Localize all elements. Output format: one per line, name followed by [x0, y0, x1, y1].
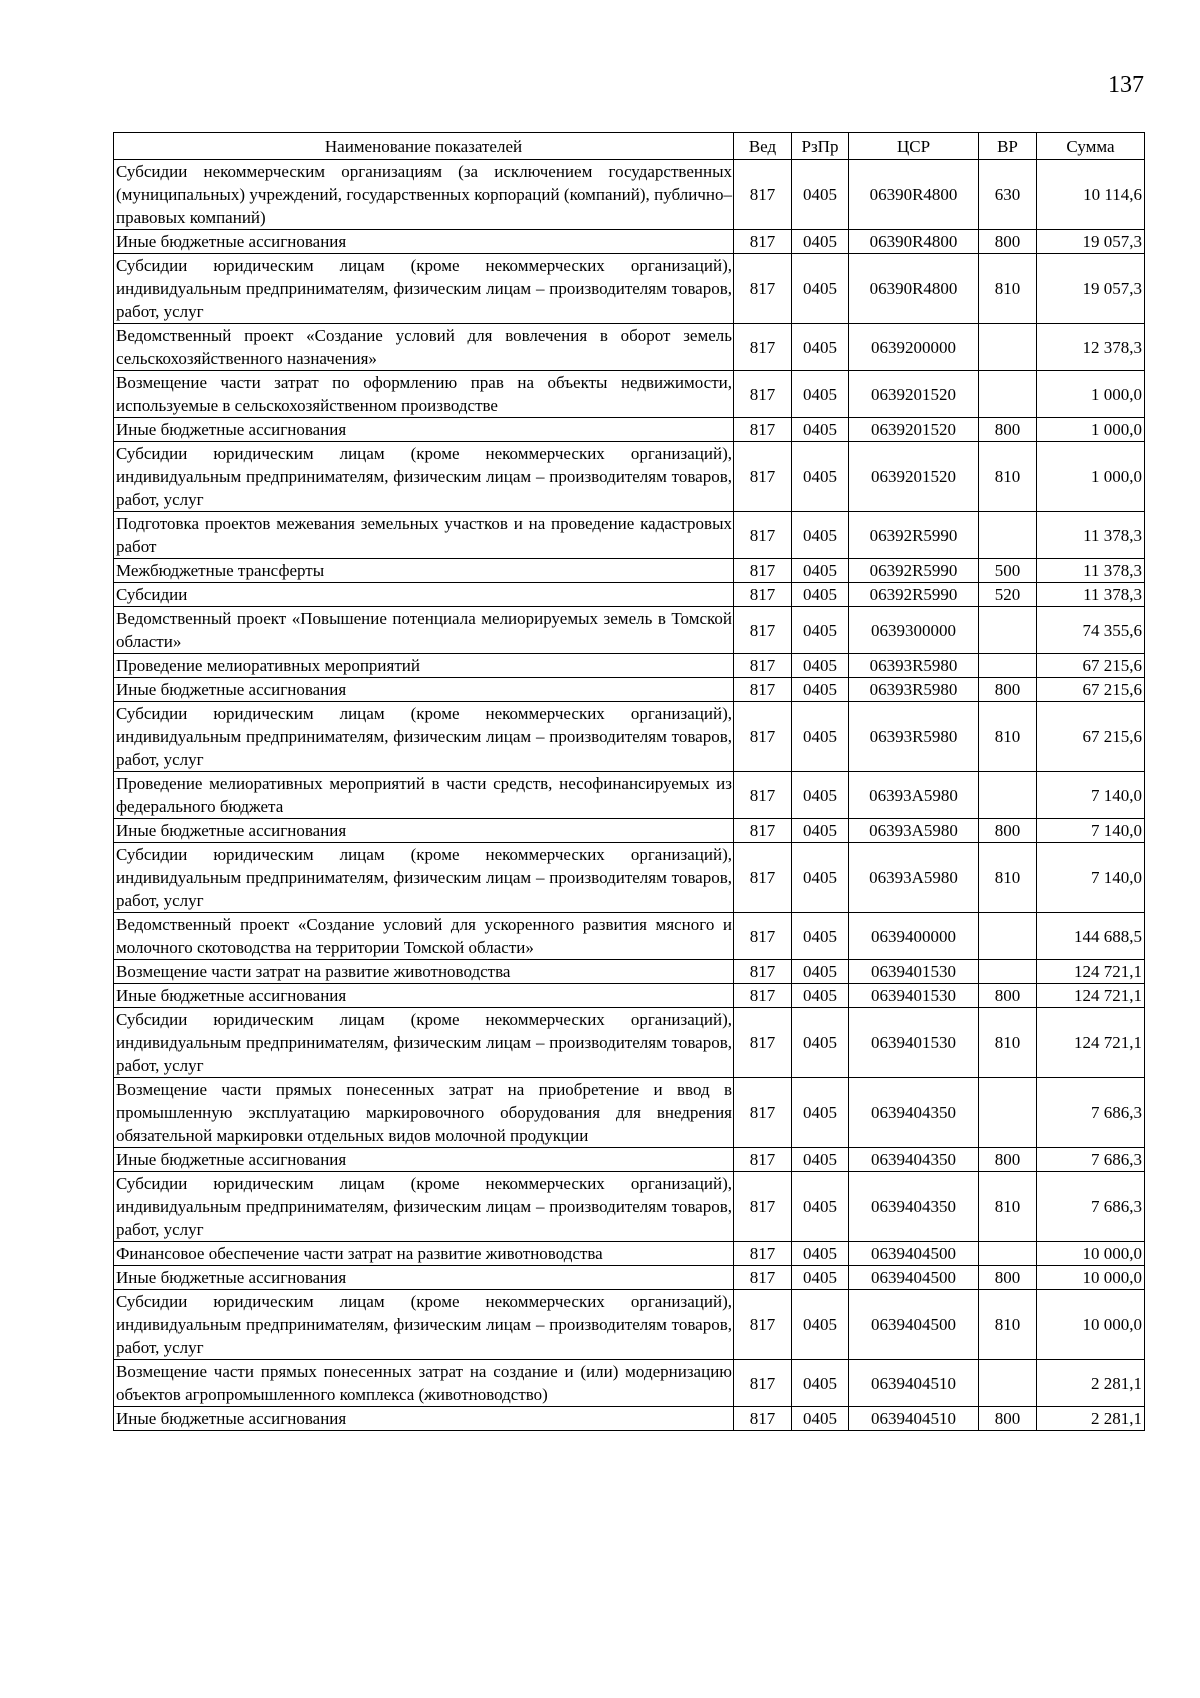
cell-rzpr: 0405	[792, 960, 849, 984]
cell-name: Проведение мелиоративных мероприятий	[114, 654, 734, 678]
cell-rzpr: 0405	[792, 678, 849, 702]
cell-name: Субсидии юридическим лицам (кроме некоммерческих организаций), индивидуальным предпринимателям, физическим лицам – производителям товаров, работ, услуг	[114, 1008, 734, 1078]
cell-ved: 817	[734, 1078, 792, 1148]
cell-ved: 817	[734, 1242, 792, 1266]
cell-name: Иные бюджетные ассигнования	[114, 819, 734, 843]
cell-name: Подготовка проектов межевания земельных участков и на проведение кадастровых работ	[114, 512, 734, 559]
cell-csr: 0639401530	[849, 960, 979, 984]
cell-ved: 817	[734, 1148, 792, 1172]
cell-csr: 06390R4800	[849, 254, 979, 324]
cell-vr: 810	[979, 843, 1037, 913]
cell-rzpr: 0405	[792, 607, 849, 654]
cell-ved: 817	[734, 913, 792, 960]
table-row	[114, 1266, 1145, 1290]
cell-vr: 810	[979, 702, 1037, 772]
cell-ved: 817	[734, 371, 792, 418]
cell-csr: 06390R4800	[849, 230, 979, 254]
cell-name: Ведомственный проект «Создание условий для ускоренного развития мясного и молочного скотоводства на территории Томской области»	[114, 913, 734, 960]
cell-name: Субсидии юридическим лицам (кроме некоммерческих организаций), индивидуальным предпринимателям, физическим лицам – производителям товаров, работ, услуг	[114, 1172, 734, 1242]
table-row	[114, 1172, 1145, 1242]
cell-rzpr: 0405	[792, 1172, 849, 1242]
cell-sum: 7 686,3	[1037, 1078, 1145, 1148]
cell-csr: 0639200000	[849, 324, 979, 371]
cell-ved: 817	[734, 984, 792, 1008]
cell-name: Ведомственный проект «Создание условий для вовлечения в оборот земель сельскохозяйственного назначения»	[114, 324, 734, 371]
cell-csr: 06393R5980	[849, 702, 979, 772]
cell-csr: 06392R5990	[849, 559, 979, 583]
cell-sum: 2 281,1	[1037, 1407, 1145, 1431]
cell-sum: 7 686,3	[1037, 1172, 1145, 1242]
cell-rzpr: 0405	[792, 1078, 849, 1148]
table-row	[114, 1242, 1145, 1266]
cell-rzpr: 0405	[792, 1266, 849, 1290]
cell-csr: 06393A5980	[849, 843, 979, 913]
table-row	[114, 1360, 1145, 1407]
cell-name: Иные бюджетные ассигнования	[114, 1266, 734, 1290]
cell-vr	[979, 654, 1037, 678]
cell-vr: 810	[979, 1008, 1037, 1078]
cell-csr: 0639201520	[849, 442, 979, 512]
cell-name: Иные бюджетные ассигнования	[114, 678, 734, 702]
cell-rzpr: 0405	[792, 702, 849, 772]
cell-ved: 817	[734, 1360, 792, 1407]
cell-name: Субсидии юридическим лицам (кроме некоммерческих организаций), индивидуальным предпринимателям, физическим лицам – производителям товаров, работ, услуг	[114, 254, 734, 324]
cell-rzpr: 0405	[792, 442, 849, 512]
cell-vr	[979, 512, 1037, 559]
cell-csr: 0639404500	[849, 1266, 979, 1290]
cell-csr: 0639400000	[849, 913, 979, 960]
cell-vr	[979, 1242, 1037, 1266]
cell-rzpr: 0405	[792, 1242, 849, 1266]
cell-vr: 810	[979, 1172, 1037, 1242]
cell-vr	[979, 607, 1037, 654]
cell-name: Возмещение части затрат на развитие животноводства	[114, 960, 734, 984]
cell-sum: 10 000,0	[1037, 1242, 1145, 1266]
table-row	[114, 418, 1145, 442]
cell-name: Иные бюджетные ассигнования	[114, 1148, 734, 1172]
cell-rzpr: 0405	[792, 984, 849, 1008]
cell-ved: 817	[734, 607, 792, 654]
cell-ved: 817	[734, 1290, 792, 1360]
cell-vr: 800	[979, 418, 1037, 442]
cell-rzpr: 0405	[792, 913, 849, 960]
cell-csr: 06393R5980	[849, 654, 979, 678]
cell-name: Субсидии юридическим лицам (кроме некоммерческих организаций), индивидуальным предпринимателям, физическим лицам – производителям товаров, работ, услуг	[114, 442, 734, 512]
cell-ved: 817	[734, 1008, 792, 1078]
cell-csr: 0639201520	[849, 418, 979, 442]
cell-name: Субсидии юридическим лицам (кроме некоммерческих организаций), индивидуальным предпринимателям, физическим лицам – производителям товаров, работ, услуг	[114, 843, 734, 913]
cell-ved: 817	[734, 559, 792, 583]
cell-rzpr: 0405	[792, 254, 849, 324]
cell-csr: 06393A5980	[849, 772, 979, 819]
cell-csr: 06392R5990	[849, 583, 979, 607]
page-number: 137	[1108, 72, 1144, 98]
cell-csr: 0639201520	[849, 371, 979, 418]
header-rzpr: РзПр	[792, 133, 849, 160]
cell-ved: 817	[734, 512, 792, 559]
cell-vr: 800	[979, 1266, 1037, 1290]
cell-vr: 630	[979, 160, 1037, 230]
cell-sum: 144 688,5	[1037, 913, 1145, 960]
table-row	[114, 442, 1145, 512]
table-row	[114, 254, 1145, 324]
table-row	[114, 1148, 1145, 1172]
header-ved: Вед	[734, 133, 792, 160]
cell-ved: 817	[734, 324, 792, 371]
cell-csr: 06393A5980	[849, 819, 979, 843]
cell-vr: 810	[979, 1290, 1037, 1360]
cell-csr: 0639300000	[849, 607, 979, 654]
cell-ved: 817	[734, 230, 792, 254]
cell-ved: 817	[734, 583, 792, 607]
cell-vr: 800	[979, 678, 1037, 702]
cell-sum: 7 686,3	[1037, 1148, 1145, 1172]
cell-sum: 10 000,0	[1037, 1290, 1145, 1360]
cell-rzpr: 0405	[792, 324, 849, 371]
cell-sum: 1 000,0	[1037, 418, 1145, 442]
cell-sum: 11 378,3	[1037, 559, 1145, 583]
cell-name: Финансовое обеспечение части затрат на развитие животноводства	[114, 1242, 734, 1266]
cell-csr: 0639404500	[849, 1242, 979, 1266]
table-row	[114, 607, 1145, 654]
cell-sum: 67 215,6	[1037, 678, 1145, 702]
cell-sum: 67 215,6	[1037, 654, 1145, 678]
cell-sum: 19 057,3	[1037, 254, 1145, 324]
cell-sum: 1 000,0	[1037, 371, 1145, 418]
cell-csr: 0639404500	[849, 1290, 979, 1360]
cell-sum: 74 355,6	[1037, 607, 1145, 654]
cell-vr: 810	[979, 254, 1037, 324]
cell-vr	[979, 1360, 1037, 1407]
cell-name: Проведение мелиоративных мероприятий в части средств, несофинансируемых из федерального бюджета	[114, 772, 734, 819]
table-row	[114, 654, 1145, 678]
header-vr: ВР	[979, 133, 1037, 160]
cell-sum: 19 057,3	[1037, 230, 1145, 254]
cell-name: Иные бюджетные ассигнования	[114, 1407, 734, 1431]
cell-vr	[979, 960, 1037, 984]
cell-ved: 817	[734, 654, 792, 678]
cell-vr: 800	[979, 1148, 1037, 1172]
cell-sum: 1 000,0	[1037, 442, 1145, 512]
cell-vr: 500	[979, 559, 1037, 583]
cell-name: Иные бюджетные ассигнования	[114, 230, 734, 254]
cell-name: Субсидии	[114, 583, 734, 607]
cell-csr: 0639401530	[849, 1008, 979, 1078]
cell-ved: 817	[734, 160, 792, 230]
cell-csr: 0639404510	[849, 1407, 979, 1431]
table-header-row	[114, 133, 1145, 160]
header-name: Наименование показателей	[114, 133, 734, 160]
cell-rzpr: 0405	[792, 843, 849, 913]
table-row	[114, 160, 1145, 230]
cell-rzpr: 0405	[792, 1148, 849, 1172]
cell-ved: 817	[734, 418, 792, 442]
cell-ved: 817	[734, 1266, 792, 1290]
cell-csr: 0639404510	[849, 1360, 979, 1407]
cell-name: Возмещение части прямых понесенных затрат на создание и (или) модернизацию объектов агропромышленного комплекса (животноводство)	[114, 1360, 734, 1407]
cell-vr	[979, 371, 1037, 418]
cell-vr: 800	[979, 230, 1037, 254]
table-row	[114, 1290, 1145, 1360]
cell-rzpr: 0405	[792, 160, 849, 230]
table-row	[114, 371, 1145, 418]
table-row	[114, 913, 1145, 960]
cell-name: Субсидии некоммерческим организациям (за исключением государственных (муниципальных) учреждений, государственных корпораций (компаний), публично–правовых компаний)	[114, 160, 734, 230]
cell-csr: 0639404350	[849, 1172, 979, 1242]
cell-rzpr: 0405	[792, 230, 849, 254]
table-row	[114, 1078, 1145, 1148]
cell-sum: 11 378,3	[1037, 583, 1145, 607]
cell-vr	[979, 324, 1037, 371]
cell-sum: 7 140,0	[1037, 843, 1145, 913]
table-body	[114, 160, 1145, 1431]
cell-vr: 800	[979, 1407, 1037, 1431]
cell-rzpr: 0405	[792, 1008, 849, 1078]
cell-ved: 817	[734, 819, 792, 843]
cell-rzpr: 0405	[792, 654, 849, 678]
cell-rzpr: 0405	[792, 1360, 849, 1407]
cell-ved: 817	[734, 678, 792, 702]
cell-sum: 12 378,3	[1037, 324, 1145, 371]
cell-vr: 520	[979, 583, 1037, 607]
cell-rzpr: 0405	[792, 583, 849, 607]
cell-csr: 06390R4800	[849, 160, 979, 230]
table-row	[114, 1407, 1145, 1431]
cell-ved: 817	[734, 702, 792, 772]
cell-csr: 06392R5990	[849, 512, 979, 559]
cell-ved: 817	[734, 843, 792, 913]
table-row	[114, 819, 1145, 843]
cell-sum: 10 000,0	[1037, 1266, 1145, 1290]
cell-vr	[979, 1078, 1037, 1148]
table-row	[114, 984, 1145, 1008]
cell-name: Иные бюджетные ассигнования	[114, 984, 734, 1008]
cell-ved: 817	[734, 772, 792, 819]
cell-ved: 817	[734, 1407, 792, 1431]
cell-name: Иные бюджетные ассигнования	[114, 418, 734, 442]
cell-name: Субсидии юридическим лицам (кроме некоммерческих организаций), индивидуальным предпринимателям, физическим лицам – производителям товаров, работ, услуг	[114, 702, 734, 772]
cell-ved: 817	[734, 1172, 792, 1242]
cell-vr: 800	[979, 819, 1037, 843]
table-row	[114, 702, 1145, 772]
cell-sum: 7 140,0	[1037, 772, 1145, 819]
cell-sum: 124 721,1	[1037, 960, 1145, 984]
cell-name: Межбюджетные трансферты	[114, 559, 734, 583]
cell-csr: 0639404350	[849, 1078, 979, 1148]
cell-name: Ведомственный проект «Повышение потенциала мелиорируемых земель в Томской области»	[114, 607, 734, 654]
cell-sum: 10 114,6	[1037, 160, 1145, 230]
cell-csr: 0639404350	[849, 1148, 979, 1172]
cell-ved: 817	[734, 254, 792, 324]
table-row	[114, 1008, 1145, 1078]
cell-rzpr: 0405	[792, 1290, 849, 1360]
cell-vr: 810	[979, 442, 1037, 512]
cell-rzpr: 0405	[792, 772, 849, 819]
table-row	[114, 678, 1145, 702]
cell-rzpr: 0405	[792, 1407, 849, 1431]
cell-name: Возмещение части прямых понесенных затрат на приобретение и ввод в промышленную эксплуатацию маркировочного оборудования для внедрения обязательной маркировки отдельных видов молочной продукции	[114, 1078, 734, 1148]
table-row	[114, 559, 1145, 583]
budget-table	[113, 132, 1145, 1431]
header-csr: ЦСР	[849, 133, 979, 160]
cell-vr: 800	[979, 984, 1037, 1008]
cell-sum: 67 215,6	[1037, 702, 1145, 772]
table-row	[114, 772, 1145, 819]
cell-sum: 2 281,1	[1037, 1360, 1145, 1407]
cell-sum: 7 140,0	[1037, 819, 1145, 843]
table-row	[114, 843, 1145, 913]
cell-rzpr: 0405	[792, 559, 849, 583]
table-row	[114, 324, 1145, 371]
cell-ved: 817	[734, 960, 792, 984]
cell-rzpr: 0405	[792, 418, 849, 442]
cell-name: Возмещение части затрат по оформлению прав на объекты недвижимости, используемые в сельскохозяйственном производстве	[114, 371, 734, 418]
header-sum: Сумма	[1037, 133, 1145, 160]
cell-sum: 124 721,1	[1037, 984, 1145, 1008]
cell-rzpr: 0405	[792, 819, 849, 843]
cell-sum: 124 721,1	[1037, 1008, 1145, 1078]
cell-csr: 06393R5980	[849, 678, 979, 702]
cell-rzpr: 0405	[792, 512, 849, 559]
cell-ved: 817	[734, 442, 792, 512]
cell-vr	[979, 913, 1037, 960]
cell-vr	[979, 772, 1037, 819]
cell-csr: 0639401530	[849, 984, 979, 1008]
cell-sum: 11 378,3	[1037, 512, 1145, 559]
table-row	[114, 960, 1145, 984]
table-row	[114, 583, 1145, 607]
cell-rzpr: 0405	[792, 371, 849, 418]
table-row	[114, 230, 1145, 254]
cell-name: Субсидии юридическим лицам (кроме некоммерческих организаций), индивидуальным предпринимателям, физическим лицам – производителям товаров, работ, услуг	[114, 1290, 734, 1360]
table-row	[114, 512, 1145, 559]
